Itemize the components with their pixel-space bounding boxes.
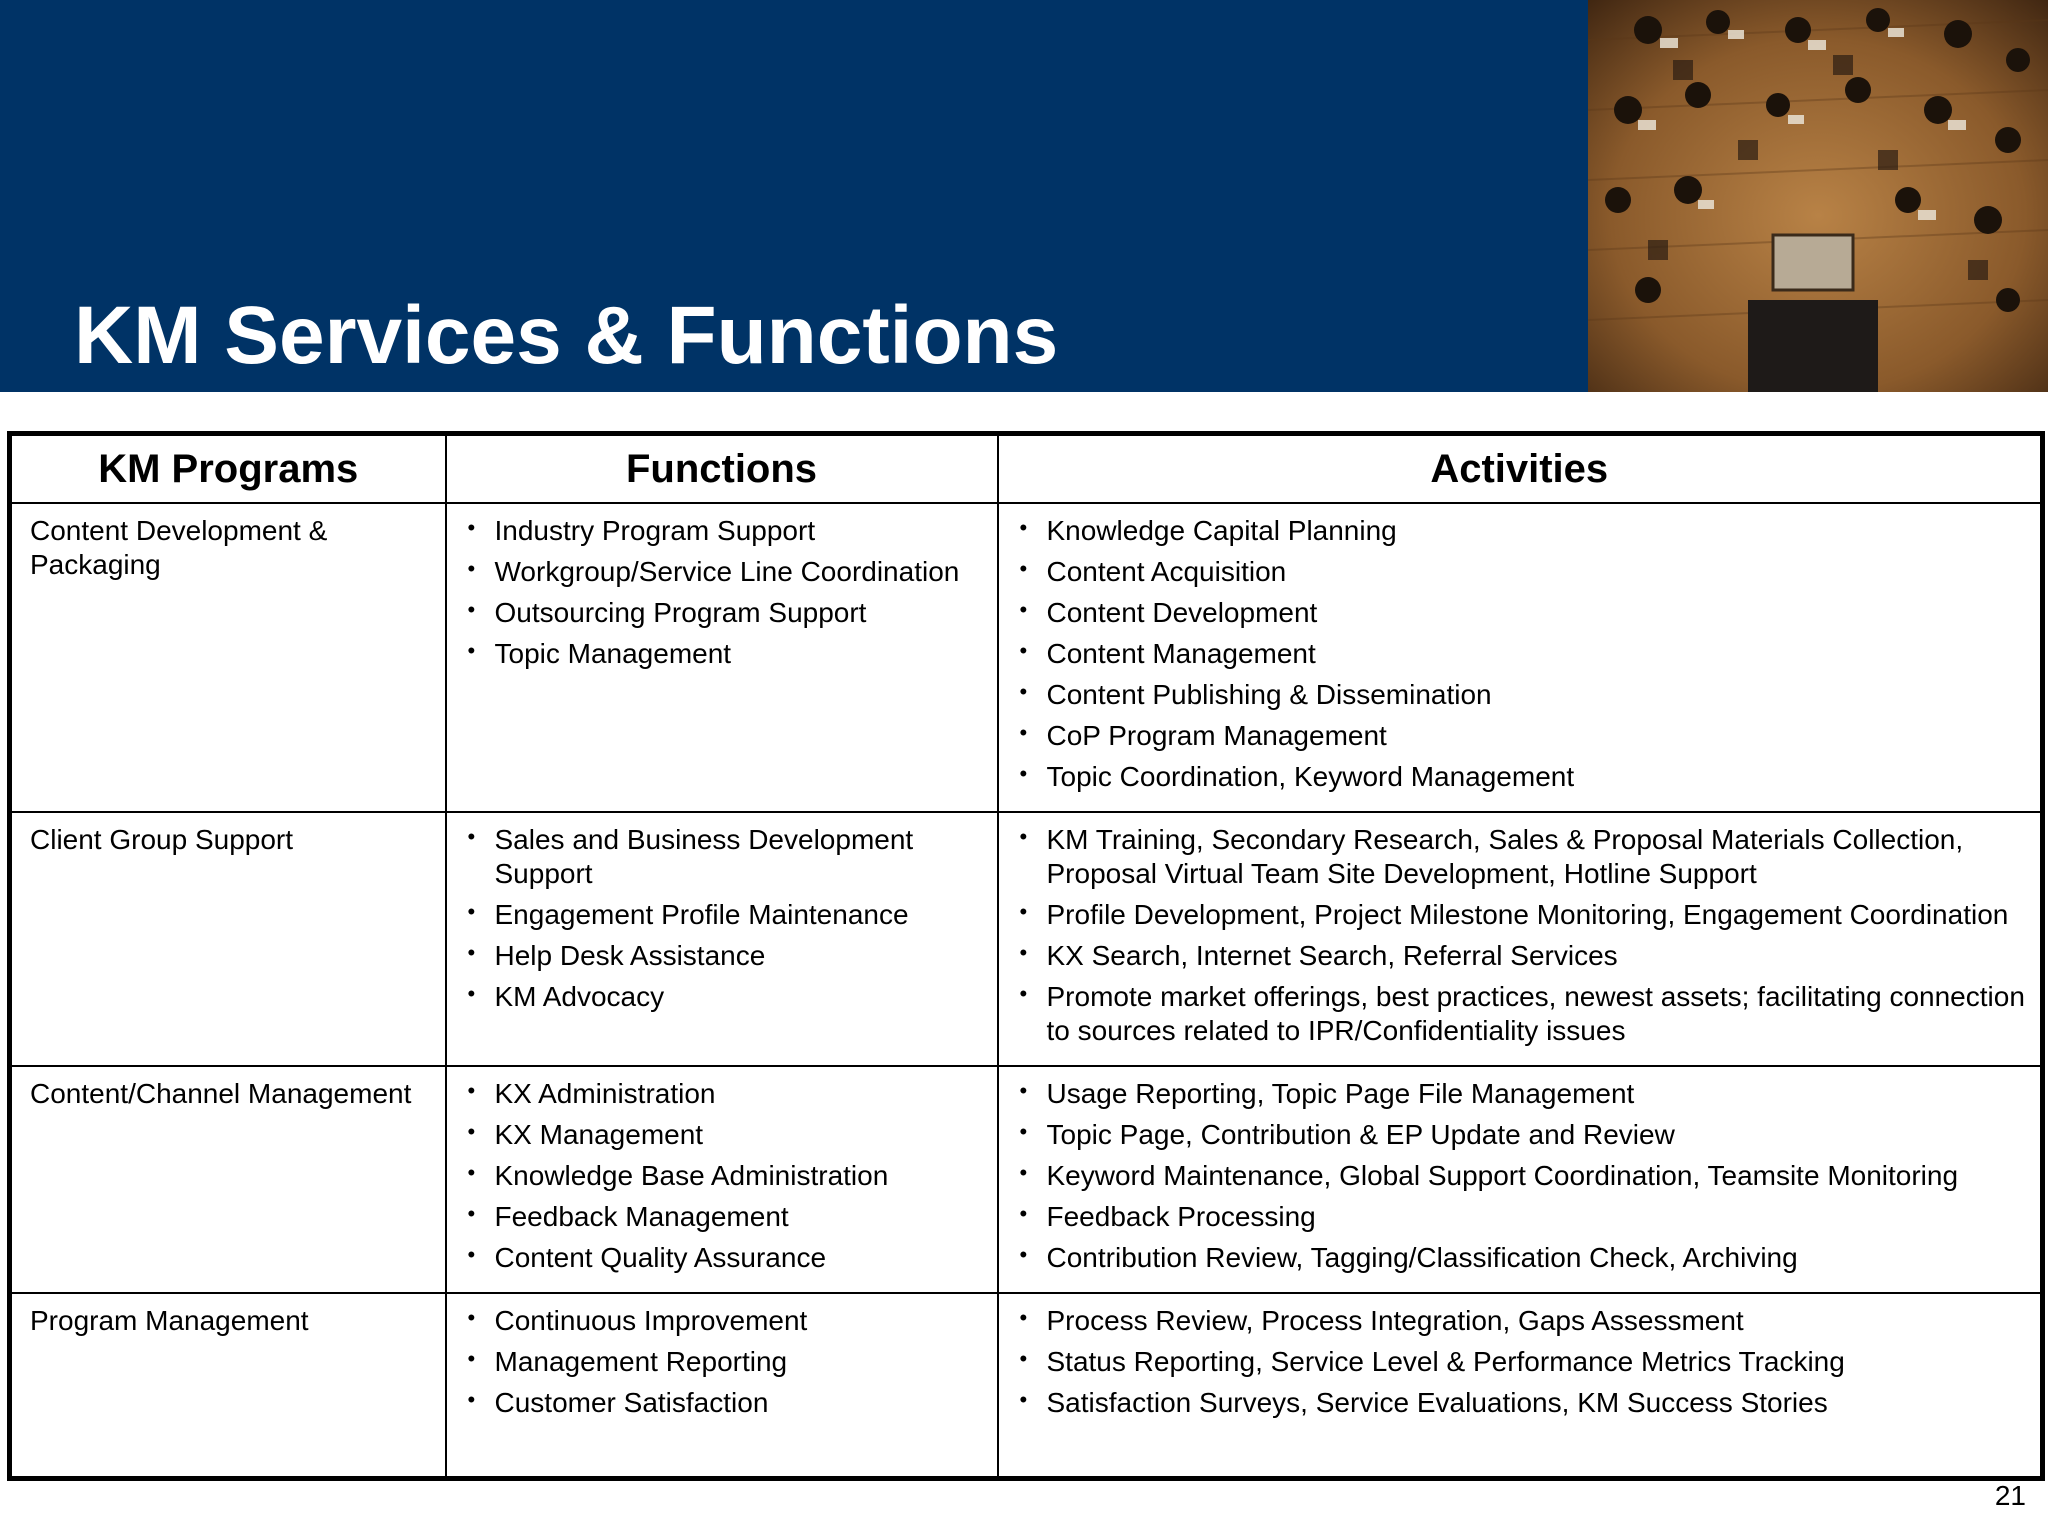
functions-cell: [446, 503, 998, 812]
list-item: • Management Reporting: [465, 1345, 985, 1379]
slide-title: KM Services & Functions: [74, 290, 1059, 381]
list-item: • KX Management: [465, 1118, 985, 1152]
program-cell: Program Management: [10, 1293, 446, 1479]
activities-cell: [998, 812, 2043, 1066]
header-km-programs: KM Programs: [10, 434, 446, 504]
list-item: • Topic Page, Contribution & EP Update and Review: [1017, 1118, 2029, 1152]
list-item: • Keyword Maintenance, Global Support Coordination, Teamsite Monitoring: [1017, 1159, 2029, 1193]
list-item: • Content Development: [1017, 596, 2029, 630]
activities-list: [1017, 514, 2029, 794]
activities-list: [1017, 1077, 2029, 1275]
table-row: [10, 812, 2043, 1066]
table-header-row: [10, 434, 2043, 504]
list-item: • Status Reporting, Service Level & Performance Metrics Tracking: [1017, 1345, 2029, 1379]
functions-list: [465, 823, 985, 1014]
activities-list: [1017, 1304, 2029, 1420]
functions-cell: [446, 1066, 998, 1293]
list-item: • Content Publishing & Dissemination: [1017, 678, 2029, 712]
list-item: • Profile Development, Project Milestone Monitoring, Engagement Coordination: [1017, 898, 2029, 932]
list-item: • Knowledge Capital Planning: [1017, 514, 2029, 548]
orchestra-photo: [1588, 0, 2048, 392]
list-item: • Satisfaction Surveys, Service Evaluations, KM Success Stories: [1017, 1386, 2029, 1420]
list-item: • Knowledge Base Administration: [465, 1159, 985, 1193]
functions-list: [465, 1077, 985, 1275]
list-item: • Outsourcing Program Support: [465, 596, 985, 630]
list-item: • Continuous Improvement: [465, 1304, 985, 1338]
list-item: • Engagement Profile Maintenance: [465, 898, 985, 932]
list-item: • Feedback Management: [465, 1200, 985, 1234]
functions-cell: [446, 1293, 998, 1479]
table-row: [10, 1293, 2043, 1479]
list-item: • Workgroup/Service Line Coordination: [465, 555, 985, 589]
list-item: • Feedback Processing: [1017, 1200, 2029, 1234]
activities-cell: [998, 1066, 2043, 1293]
activities-list: [1017, 823, 2029, 1048]
table-row: [10, 503, 2043, 812]
functions-list: [465, 1304, 985, 1420]
list-item: • KX Search, Internet Search, Referral Services: [1017, 939, 2029, 973]
activities-cell: [998, 1293, 2043, 1479]
list-item: • Topic Management: [465, 637, 985, 671]
list-item: • Content Management: [1017, 637, 2029, 671]
km-services-table: [7, 431, 2045, 1481]
list-item: • Customer Satisfaction: [465, 1386, 985, 1420]
list-item: • KM Training, Secondary Research, Sales & Proposal Materials Collection, Proposal Virtual Team Site Development, Hotline Support: [1017, 823, 2029, 891]
table-row: [10, 1066, 2043, 1293]
functions-cell: [446, 812, 998, 1066]
list-item: • Topic Coordination, Keyword Management: [1017, 760, 2029, 794]
list-item: • CoP Program Management: [1017, 719, 2029, 753]
list-item: • KM Advocacy: [465, 980, 985, 1014]
list-item: • KX Administration: [465, 1077, 985, 1111]
list-item: • Process Review, Process Integration, Gaps Assessment: [1017, 1304, 2029, 1338]
list-item: • Content Acquisition: [1017, 555, 2029, 589]
list-item: • Sales and Business Development Support: [465, 823, 985, 891]
list-item: • Promote market offerings, best practices, newest assets; facilitating connection to sources related to IPR/Confidentiality issues: [1017, 980, 2029, 1048]
functions-list: [465, 514, 985, 671]
list-item: • Usage Reporting, Topic Page File Management: [1017, 1077, 2029, 1111]
program-cell: Content/Channel Management: [10, 1066, 446, 1293]
list-item: • Help Desk Assistance: [465, 939, 985, 973]
program-cell: Client Group Support: [10, 812, 446, 1066]
list-item: • Industry Program Support: [465, 514, 985, 548]
list-item: • Content Quality Assurance: [465, 1241, 985, 1275]
program-cell: Content Development & Packaging: [10, 503, 446, 812]
list-item: • Contribution Review, Tagging/Classification Check, Archiving: [1017, 1241, 2029, 1275]
page-number: 21: [1994, 1480, 2026, 1511]
header-functions: Functions: [446, 434, 998, 504]
activities-cell: [998, 503, 2043, 812]
header-activities: Activities: [998, 434, 2043, 504]
